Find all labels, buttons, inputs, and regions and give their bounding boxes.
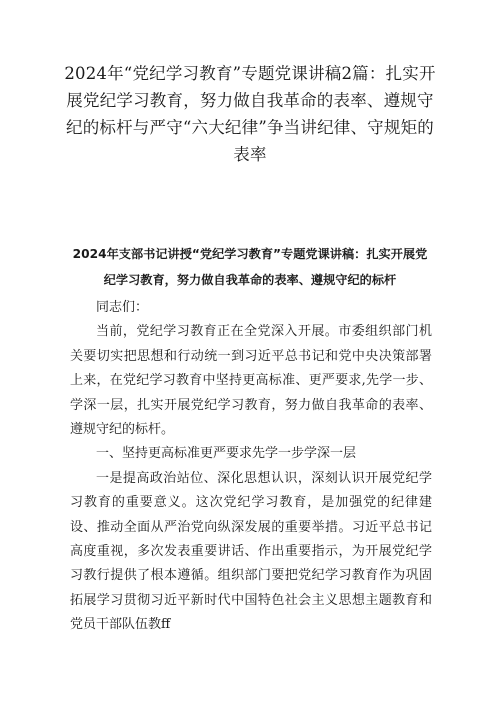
body-paragraph: 当前，党纪学习教育正在全党深入开展。市委组织部门机关要切实把思想和行动统一到习近平总书记和党中央决策部署上来，在党纪学习教育中坚持更高标准、更严要求,先学一步、学深一层，扎实开展党纪学习教育，努力做自我革命的表率、遵规守纪的标杆。: [70, 324, 432, 438]
document-body: [70, 296, 432, 638]
body-paragraph: 一是提高政治站位、深化思想认识，深刻认识开展党纪学习教育的重要意义。这次党纪学习教育，是加强党的纪律建设、推动全面从严治党向纵深发展的重要举措。习近平总书记高度重视，多次发表重要讲话、作出重要指示，为开展党纪学习教行提供了根本遵循。组织部门要把党纪学习教育作为巩固拓展学习贯彻习近平新时代中国特色社会主义思想主题教育和党员干部队伍教ff: [70, 470, 432, 633]
document-title: 2024年“党纪学习教育”专题党课讲稿2篇：扎实开展党纪学习教育，努力做自我革命的表率、遵规守纪的标杆与严守“六大纪律”争当讲纪律、守规矩的表率: [64, 64, 436, 164]
section-title: 2024年支部书记讲授“党纪学习教育”专题党课讲稿：扎实开展党纪学习教育，努力做自我革命的表率、遵规守纪的标杆: [72, 247, 428, 287]
section-heading: 一、坚持更高标准更严要求先学一步学深一层: [96, 446, 357, 462]
greeting: 同志们：: [96, 300, 149, 315]
